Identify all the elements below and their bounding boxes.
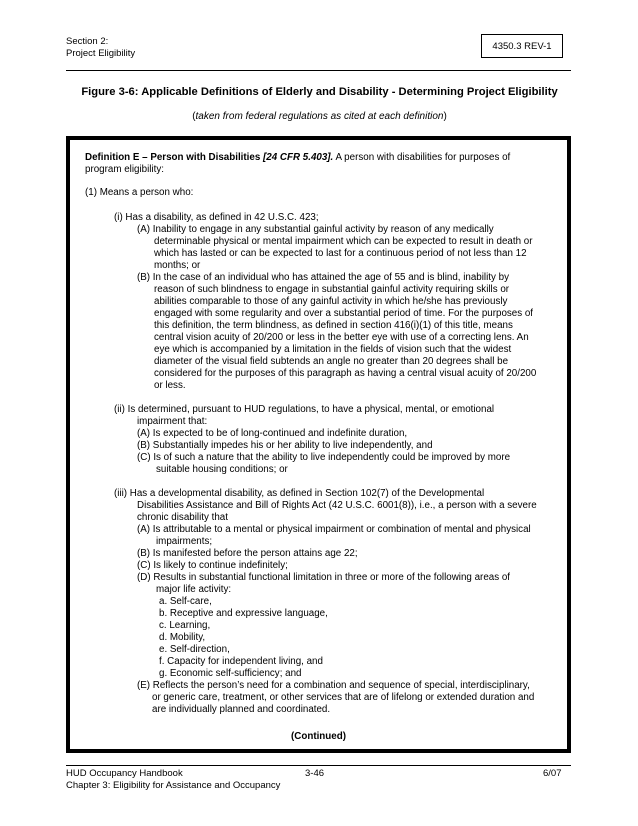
figure-title: Figure 3-6: Applicable Definitions of Elderly and Disability - Determining Project Eligibility bbox=[81, 86, 558, 98]
def-line: a. Self-care, bbox=[159, 596, 212, 607]
def-line: months; or bbox=[154, 260, 201, 271]
def-line: (B) In the case of an individual who has attained the age of 55 and is blind, inability by bbox=[137, 272, 509, 283]
def-line: (A) Is expected to be of long-continued and indefinite duration, bbox=[137, 428, 408, 439]
def-line: considered for the purposes of this paragraph as having a central visual acuity of 20/200 bbox=[154, 368, 537, 379]
def-line: central vision acuity of 20/200 or less in the better eye with use of a correcting lens. An bbox=[154, 332, 529, 343]
def-line: impairment that: bbox=[137, 416, 208, 427]
footer-date: 6/07 bbox=[543, 768, 562, 779]
def-line: diameter of the visual field subtends an angle no greater than 20 degrees shall be bbox=[154, 356, 509, 367]
def-line: or less. bbox=[154, 380, 186, 391]
doc-number-box: 4350.3 REV-1 bbox=[481, 34, 563, 58]
figure-subtitle: (taken from federal regulations as cited at each definition) bbox=[192, 111, 447, 122]
def-line: or generic care, treatment, or other services that are of lifelong or extended duration and bbox=[152, 692, 535, 703]
continued-label: (Continued) bbox=[291, 731, 346, 742]
footer-divider bbox=[66, 765, 571, 766]
def-line: reason of such blindness to engage in substantial gainful activity requiring skills or bbox=[154, 284, 510, 295]
def-line: f. Capacity for independent living, and bbox=[159, 656, 323, 667]
def-line: e. Self-direction, bbox=[159, 644, 230, 655]
header-divider bbox=[66, 70, 571, 71]
def-line: this definition, the term blindness, as defined in section 416(i)(1) of this title, means bbox=[154, 320, 513, 331]
def-line: (A) Is attributable to a mental or physical impairment or combination of mental and physical bbox=[137, 524, 531, 535]
def-line: suitable housing conditions; or bbox=[156, 464, 288, 475]
def-line: (C) Is likely to continue indefinitely; bbox=[137, 560, 288, 571]
definition-heading-line bbox=[85, 152, 510, 164]
def-line: (1) Means a person who: bbox=[85, 187, 194, 198]
def-line: are individually planned and coordinated. bbox=[152, 704, 331, 715]
def-line: (A) Inability to engage in any substantial gainful activity by reason of any medically bbox=[137, 224, 494, 235]
header-section: Section 2: bbox=[66, 36, 109, 47]
def-line: eye which is accompanied by a limitation in the fields of vision such that the widest bbox=[154, 344, 512, 355]
def-line: (B) Is manifested before the person attains age 22; bbox=[137, 548, 358, 559]
def-line: determinable physical or mental impairment which can be expected to result in death or bbox=[154, 236, 533, 247]
def-line: Disabilities Assistance and Bill of Rights Act (42 U.S.C. 6001(8)), i.e., a person with a severe bbox=[137, 500, 537, 511]
definition-intro: A person with disabilities for purposes of bbox=[335, 152, 511, 163]
definition-intro-cont: program eligibility: bbox=[85, 164, 164, 175]
def-line: (ii) Is determined, pursuant to HUD regulations, to have a physical, mental, or emotional bbox=[114, 404, 495, 415]
figure-subtitle-text: taken from federal regulations as cited at each definition bbox=[195, 111, 444, 122]
def-line: which has lasted or can be expected to last for a continuous period of not less than 12 bbox=[154, 248, 527, 259]
footer-handbook: HUD Occupancy Handbook bbox=[66, 768, 183, 779]
def-line: (i) Has a disability, as defined in 42 U.S.C. 423; bbox=[114, 212, 319, 223]
definition-heading: Definition E – Person with Disabilities bbox=[85, 152, 261, 163]
def-line: g. Economic self-sufficiency; and bbox=[159, 668, 302, 679]
header-subsection: Project Eligibility bbox=[66, 48, 136, 59]
def-line: engaged with some regularity and over a substantial period of time. For the purposes of bbox=[154, 308, 534, 319]
definition-citation: [24 CFR 5.403]. bbox=[263, 152, 334, 163]
footer-chapter: Chapter 3: Eligibility for Assistance and Occupancy bbox=[66, 780, 281, 791]
def-line: (B) Substantially impedes his or her ability to live independently, and bbox=[137, 440, 433, 451]
def-line: impairments; bbox=[156, 536, 213, 547]
def-line: major life activity: bbox=[156, 584, 232, 595]
def-line: (E) Reflects the person’s need for a combination and sequence of special, interdisciplinary, bbox=[137, 680, 530, 691]
footer-page-number: 3-46 bbox=[305, 768, 325, 779]
def-line: chronic disability that bbox=[137, 512, 228, 523]
def-line: (D) Results in substantial functional limitation in three or more of the following areas of bbox=[137, 572, 511, 583]
def-line: abilities comparable to those of any gainful activity in which he/she has previously bbox=[154, 296, 508, 307]
def-line: d. Mobility, bbox=[159, 632, 206, 643]
def-line: (iii) Has a developmental disability, as defined in Section 102(7) of the Developmental bbox=[114, 488, 485, 499]
header-section-label bbox=[66, 36, 135, 60]
definition-box bbox=[66, 136, 571, 753]
def-line: (C) Is of such a nature that the ability to live independently could be improved by more bbox=[137, 452, 511, 463]
def-line: b. Receptive and expressive language, bbox=[159, 608, 328, 619]
def-line: c. Learning, bbox=[159, 620, 211, 631]
